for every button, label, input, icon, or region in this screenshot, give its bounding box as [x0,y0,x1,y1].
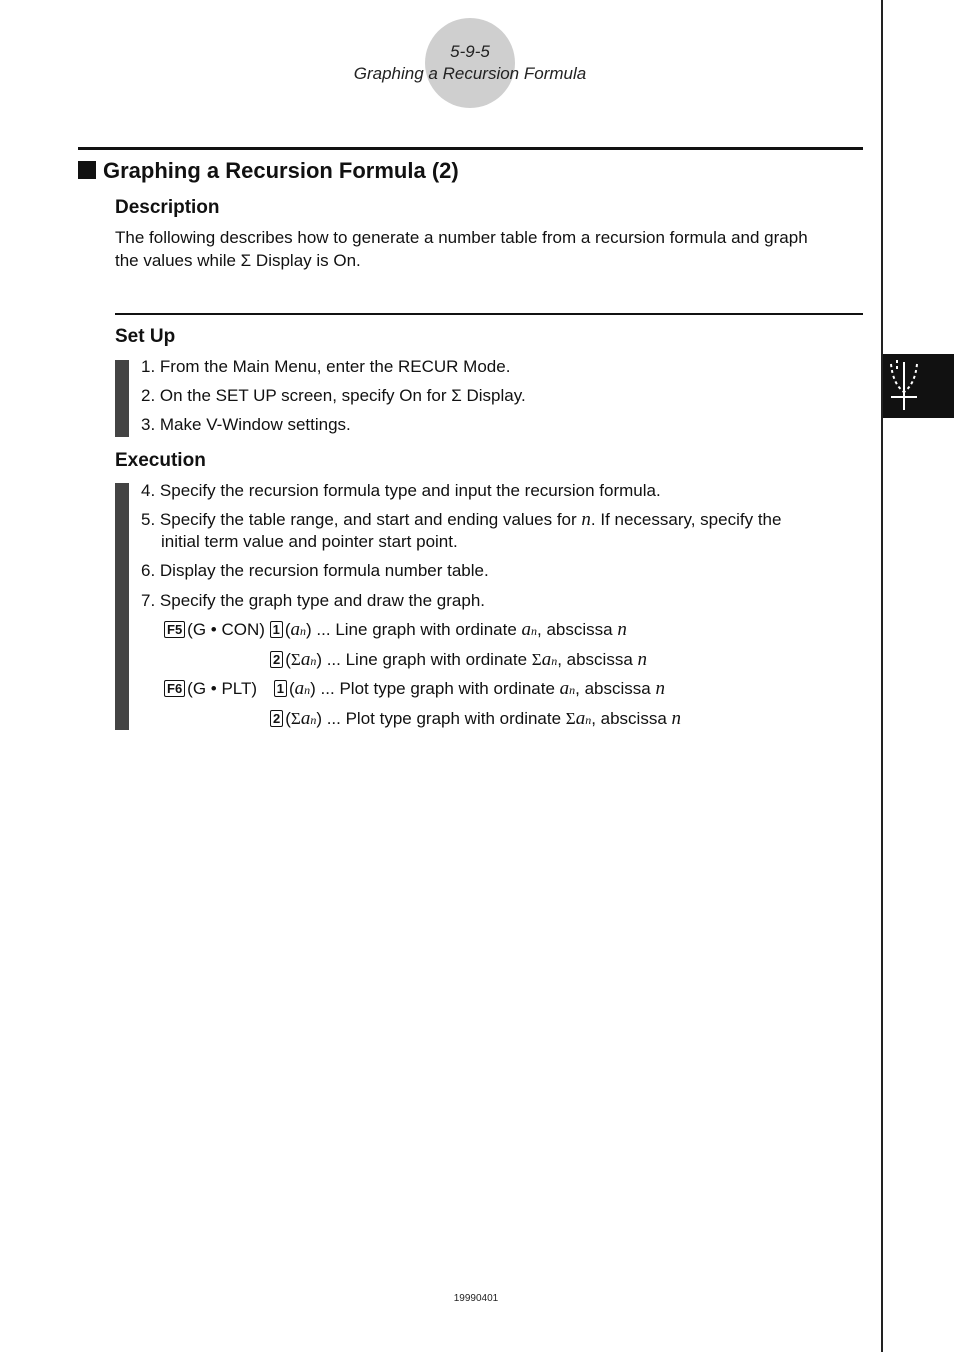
step5-text-a: 5. Specify the table range, and start and ending values for [141,510,582,529]
execution-step-4: 4. Specify the recursion formula type and input the recursion formula. [141,481,661,500]
setup-step-3: 3. Make V-Window settings. [141,415,351,434]
step5-var-n: n [581,509,591,530]
option-plot-graph-an: F6 (G • PLT) 1 (an) ... Plot type graph with ordinate an, abscissa n [164,678,665,700]
execution-step-5 [141,509,781,531]
recursion-graph-icon [883,354,954,418]
key-1: 1 [270,621,283,638]
section-bullet-icon [78,161,96,179]
header-circle [425,18,515,108]
key-2: 2 [270,710,283,727]
description-line-2: the values while Σ Display is On. [115,251,361,270]
setup-step-2: 2. On the SET UP screen, specify On for Σ Display. [141,386,526,405]
option-line-graph-sigma-an: 2 (Σan) ... Line graph with ordinate Σan, abscissa n [270,649,647,671]
f5-key: F5 [164,621,185,638]
key-2: 2 [270,651,283,668]
execution-step-7: 7. Specify the graph type and draw the graph. [141,591,486,610]
step5-text-b: . If necessary, specify the [590,510,782,529]
section-top-rule [78,147,863,150]
description-line-1: The following describes how to generate a number table from a recursion formula and graph [115,228,808,247]
description-heading: Description [115,197,220,218]
footer-code: 19990401 [453,1293,499,1304]
running-title: Graphing a Recursion Formula [353,64,587,83]
divider-rule [115,313,863,315]
option-line-graph-an: F5 (G • CON) 1 (an) ... Line graph with ordinate an, abscissa n [164,619,627,641]
thumb-tab [883,354,954,418]
page-number: 5-9-5 [450,42,490,61]
setup-step-1: 1. From the Main Menu, enter the RECUR Mode. [141,357,511,376]
setup-bar [115,360,129,437]
f5-label: (G • CON) [187,620,265,639]
key-1: 1 [274,680,287,697]
option-plot-graph-sigma-an: 2 (Σan) ... Plot type graph with ordinate Σan, abscissa n [270,708,681,730]
setup-heading: Set Up [115,326,176,347]
section-title: Graphing a Recursion Formula (2) [103,158,459,183]
execution-heading: Execution [115,450,206,471]
right-margin-rule [881,0,883,1352]
execution-step-6: 6. Display the recursion formula number table. [141,561,489,580]
execution-bar [115,483,129,730]
f6-label: (G • PLT) [187,679,258,698]
f6-key: F6 [164,680,185,697]
execution-step-5-line2: initial term value and pointer start point. [161,532,458,551]
